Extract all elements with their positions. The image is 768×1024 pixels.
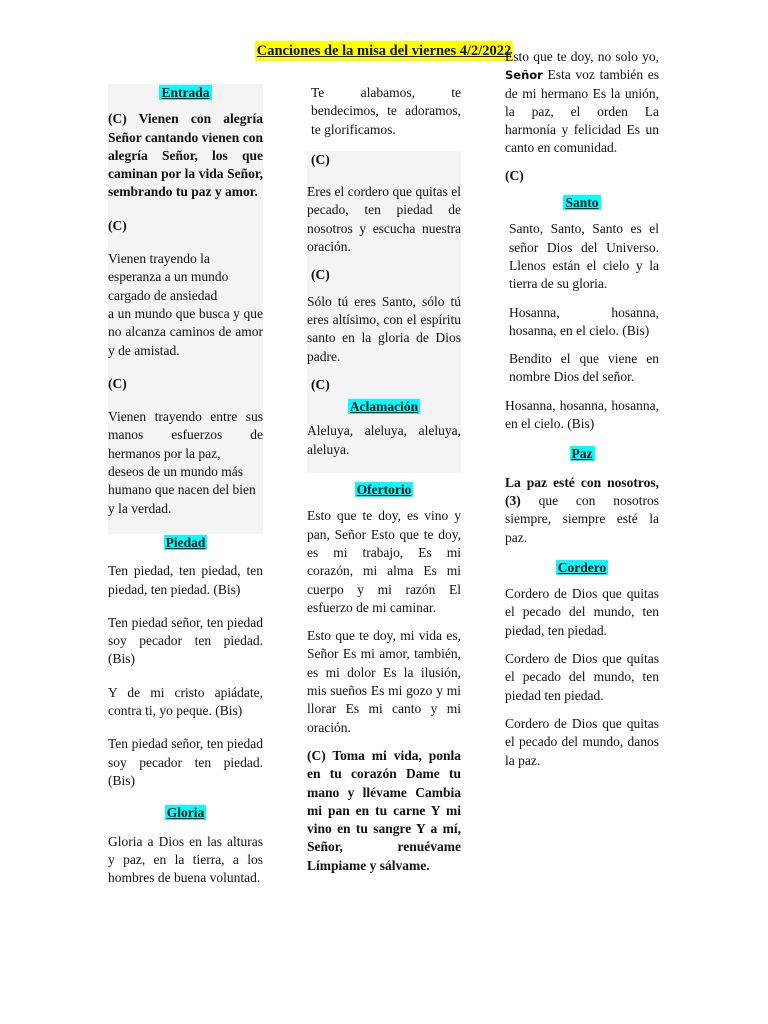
entrada-heading: Entrada xyxy=(161,85,210,100)
entrada-chorus-2: (C) xyxy=(108,375,127,391)
entrada-verse-2b: a un mundo que busca y que no alcanza caminos de amor y de amistad. xyxy=(108,305,263,358)
santo-verse-1: Santo, Santo, Santo es el señor Dios del Universo. Llenos están el cielo y la tierra de su gloria. xyxy=(509,221,659,292)
santo-verse-2: Hosanna, hosanna, hosanna, en el cielo. (Bis) xyxy=(509,304,659,338)
santo-heading: Santo xyxy=(565,195,599,211)
gloria-verse-1: Gloria a Dios en las alturas y paz, en la tierra, a los hombres de buena voluntad. xyxy=(108,833,263,886)
entrada-verse-3a: Vienen trayendo entre sus manos esfuerzos de hermanos por la paz, xyxy=(108,409,263,461)
paz-verse-1: La paz esté con nosotros, (3) que con nosotros siempre, siempre esté la paz. xyxy=(505,474,659,545)
column-2 xyxy=(307,84,461,875)
cordero-verse-3: Cordero de Dios que quitas el pecado del mundo, danos la paz. xyxy=(505,715,659,768)
piedad-verse-3: Y de mi cristo apiádate, contra ti, yo peque. (Bis) xyxy=(108,684,263,719)
gloria-verse-4: Sólo tú eres Santo, sólo tú eres altísimo, con el espíritu santo en la gloria de Dios padre. xyxy=(307,293,461,364)
entrada-verse-1: (C) Vienen con alegría Señor cantando vienen con alegría Señor, los que caminan por la vida Señor, sembrando tu paz y amor. xyxy=(108,111,263,200)
column-3 xyxy=(505,48,659,770)
piedad-verse-2: Ten piedad señor, ten piedad soy pecador ten piedad. (Bis) xyxy=(108,614,263,667)
gloria-chorus-1: (C) xyxy=(311,151,330,167)
santo-verse-3: Bendito el que viene en nombre Dios del señor. xyxy=(509,351,659,385)
gloria-continued xyxy=(307,151,461,473)
cordero-heading: Cordero xyxy=(557,559,607,575)
piedad-heading: Piedad xyxy=(165,534,206,550)
gloria-chorus-2: (C) xyxy=(311,267,330,283)
gloria-verse-3: Eres el cordero que quitas el pecado, ten piedad de nosotros y escucha nuestra oración. xyxy=(307,184,461,255)
aclamacion-heading: Aclamación xyxy=(349,399,419,415)
entrada-chorus-1: (C) xyxy=(108,217,127,233)
piedad-verse-4: Ten piedad señor, ten piedad soy pecador ten piedad. (Bis) xyxy=(108,736,263,788)
senor-word: Señor xyxy=(505,68,543,83)
paz-heading: Paz xyxy=(571,446,593,462)
ofertorio-verse-2: Esto que te doy, mi vida es, Señor Es mi amor, también, es mi dolor Es la ilusión, mis sueños Es mi gozo y mi llorar Es mi canto y mi oración. xyxy=(307,628,461,735)
cordero-verse-2: Cordero de Dios que quitas el pecado del mundo, ten piedad ten piedad. xyxy=(505,651,659,703)
ofertorio-verse-4: Esto que te doy, no solo yo, Señor Esta voz también es de mi hermano Es la unión, la paz, el orden La harmonía y felicidad Es un canto en comunidad. xyxy=(505,49,659,156)
entrada-verse-3b: deseos de un mundo más humano que nacen del bien y la verdad. xyxy=(108,464,256,516)
gloria-verse-2: Te alabamos, te bendecimos, te adoramos, te glorificamos. xyxy=(311,85,461,137)
gloria-chorus-3: (C) xyxy=(311,376,330,392)
column-1 xyxy=(108,84,263,887)
santo-verse-4: Hosanna, hosanna, hosanna, en el cielo. (Bis) xyxy=(505,397,659,432)
piedad-verse-1: Ten piedad, ten piedad, ten piedad, ten piedad. (Bis) xyxy=(108,563,263,597)
gloria-heading: Gloria xyxy=(166,805,205,821)
aclamacion-verse-1: Aleluya, aleluya, aleluya, aleluya. xyxy=(307,423,461,457)
ofertorio-chorus-ref: (C) xyxy=(505,167,524,183)
ofertorio-verse-1: Esto que te doy, es vino y pan, Señor Esto que te doy, es mi trabajo, Es mi corazón, mi alma Es mi cuerpo y mi razón El esfuerzo de mi caminar. xyxy=(307,508,461,615)
ofertorio-heading: Ofertorio xyxy=(356,482,412,498)
entrada-section xyxy=(108,84,263,534)
entrada-verse-2a: Vienen trayendo la esperanza a un mundo cargado de ansiedad xyxy=(108,251,229,303)
cordero-verse-1: Cordero de Dios que quitas el pecado del mundo, ten piedad, ten piedad. xyxy=(505,586,659,638)
ofertorio-chorus: (C) Toma mi vida, ponla en tu corazón Dame tu mano y llévame Cambia mi pan en tu carne Y mi vino en tu sangre Y a mí, Señor, renuévame Límpiame y sálvame. xyxy=(307,747,461,873)
page-title: Canciones de la misa del viernes 4/2/2022 xyxy=(256,43,512,59)
